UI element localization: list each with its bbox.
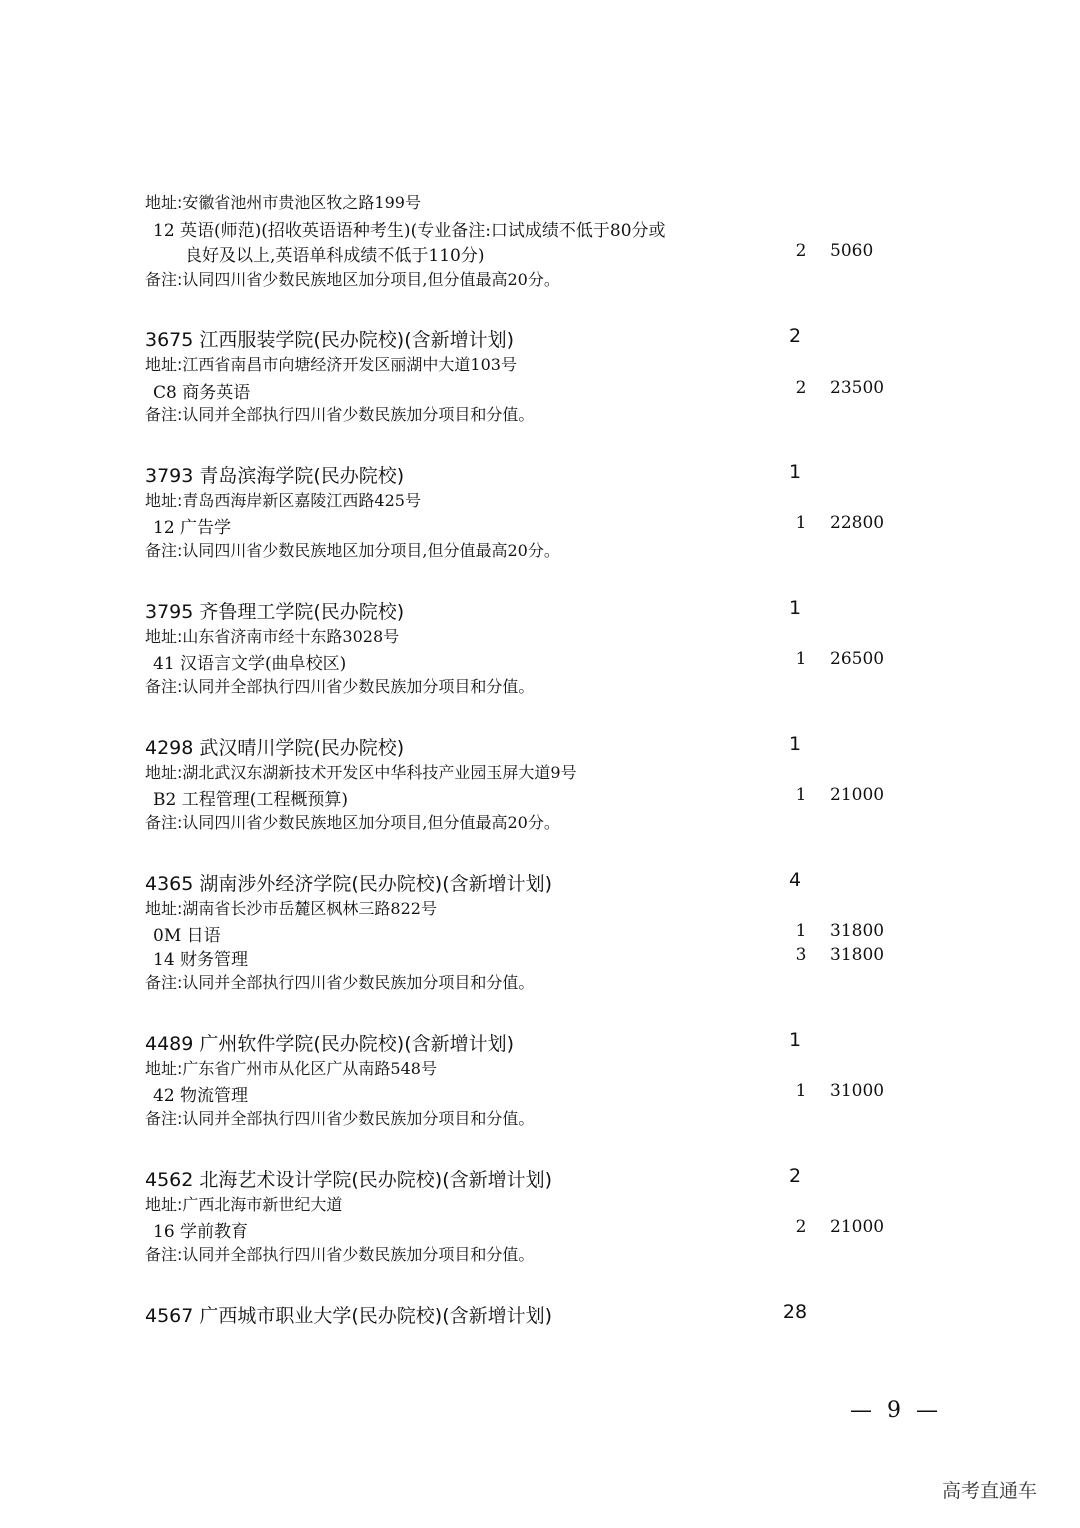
major-plan-count: 1	[795, 1081, 807, 1101]
note-text: 认同四川省少数民族地区加分项目,但分值最高20分。	[182, 541, 560, 560]
note-label: 备注:	[145, 677, 183, 696]
major-tuition: 31800	[830, 921, 885, 941]
address-label: 地址:	[145, 1195, 183, 1214]
note-text: 认同四川省少数民族地区加分项目,但分值最高20分。	[182, 813, 560, 832]
address-text: 广西北海市新世纪大道	[182, 1195, 343, 1214]
address-line	[145, 1056, 437, 1079]
note-label: 备注:	[145, 1109, 183, 1128]
address-line	[145, 488, 421, 511]
major-name-continued: 良好及以上,英语单科成绩不低于110分)	[185, 246, 485, 266]
school-total-plan: 28	[782, 1301, 808, 1323]
major-name: 0M 日语	[153, 926, 221, 946]
address-label: 地址:	[145, 491, 183, 510]
note-label: 备注:	[145, 541, 183, 560]
school-total-plan: 1	[788, 597, 802, 619]
note-line	[145, 970, 534, 993]
major-plan-count: 1	[795, 649, 807, 669]
major-tuition: 23500	[830, 378, 885, 398]
major-plan-count: 1	[795, 921, 807, 941]
note-text: 认同并全部执行四川省少数民族加分项目和分值。	[182, 1245, 535, 1264]
school-total-plan: 2	[788, 325, 802, 347]
note-line	[145, 267, 560, 290]
page-number: — 9 —	[850, 1398, 942, 1423]
note-text: 认同并全部执行四川省少数民族加分项目和分值。	[182, 677, 535, 696]
address-line	[145, 352, 517, 375]
major-tuition: 31000	[830, 1081, 885, 1101]
address-text: 湖南省长沙市岳麓区枫林三路822号	[182, 899, 437, 918]
school-header: 3675 江西服装学院(民办院校)(含新增计划)	[145, 329, 515, 351]
major-tuition: 5060	[830, 241, 874, 261]
major-tuition: 21000	[830, 1217, 885, 1237]
address-line	[145, 896, 437, 919]
major-name: 12 英语(师范)(招收英语语种考生)(专业备注:口试成绩不低于80分或	[153, 221, 666, 241]
note-label: 备注:	[145, 1245, 183, 1264]
address-text: 广东省广州市从化区广从南路548号	[182, 1059, 437, 1078]
major-name: 42 物流管理	[153, 1086, 249, 1106]
address-label: 地址:	[145, 193, 183, 212]
note-text: 认同并全部执行四川省少数民族加分项目和分值。	[182, 973, 535, 992]
note-label: 备注:	[145, 973, 183, 992]
school-header: 4567 广西城市职业大学(民办院校)(含新增计划)	[145, 1305, 553, 1327]
note-line	[145, 674, 534, 697]
major-plan-count: 2	[795, 378, 807, 398]
note-line	[145, 1242, 534, 1265]
major-tuition: 31800	[830, 945, 885, 965]
major-name: B2 工程管理(工程概预算)	[153, 790, 348, 810]
major-name: 12 广告学	[153, 518, 232, 538]
note-label: 备注:	[145, 813, 183, 832]
school-total-plan: 1	[788, 1029, 802, 1051]
major-plan-count: 3	[795, 945, 807, 965]
major-tuition: 26500	[830, 649, 885, 669]
address-label: 地址:	[145, 899, 183, 918]
note-text: 认同四川省少数民族地区加分项目,但分值最高20分。	[182, 270, 560, 289]
address-line	[145, 624, 399, 647]
address-label: 地址:	[145, 355, 183, 374]
address-label: 地址:	[145, 1059, 183, 1078]
school-total-plan: 1	[788, 733, 802, 755]
address-text: 安徽省池州市贵池区牧之路199号	[182, 193, 421, 212]
major-name: 14 财务管理	[153, 950, 249, 970]
major-plan-count: 2	[795, 1217, 807, 1237]
major-tuition: 21000	[830, 785, 885, 805]
watermark-text: 高考直通车	[942, 1480, 1038, 1502]
address-label: 地址:	[145, 763, 183, 782]
note-label: 备注:	[145, 405, 183, 424]
address-text: 青岛西海岸新区嘉陵江西路425号	[182, 491, 421, 510]
school-header: 4489 广州软件学院(民办院校)(含新增计划)	[145, 1033, 515, 1055]
note-line	[145, 538, 560, 561]
address-line	[145, 1192, 342, 1215]
address-text: 山东省济南市经十东路3028号	[182, 627, 400, 646]
note-line	[145, 1106, 534, 1129]
note-text: 认同并全部执行四川省少数民族加分项目和分值。	[182, 405, 535, 424]
major-name: 41 汉语言文学(曲阜校区)	[153, 654, 347, 674]
school-total-plan: 1	[788, 461, 802, 483]
major-tuition: 22800	[830, 513, 885, 533]
note-text: 认同并全部执行四川省少数民族加分项目和分值。	[182, 1109, 535, 1128]
school-header: 3795 齐鲁理工学院(民办院校)	[145, 601, 405, 623]
major-name: C8 商务英语	[153, 383, 251, 403]
address-line	[145, 190, 421, 213]
note-label: 备注:	[145, 270, 183, 289]
note-line	[145, 402, 534, 425]
address-line	[145, 760, 577, 783]
school-total-plan: 4	[788, 869, 802, 891]
school-header: 3793 青岛滨海学院(民办院校)	[145, 465, 405, 487]
major-name: 16 学前教育	[153, 1222, 249, 1242]
address-label: 地址:	[145, 627, 183, 646]
major-plan-count: 1	[795, 785, 807, 805]
note-line	[145, 810, 560, 833]
address-text: 江西省南昌市向塘经济开发区丽湖中大道103号	[182, 355, 517, 374]
major-plan-count: 2	[795, 241, 807, 261]
school-total-plan: 2	[788, 1165, 802, 1187]
address-text: 湖北武汉东湖新技术开发区中华科技产业园玉屏大道9号	[182, 763, 577, 782]
major-plan-count: 1	[795, 513, 807, 533]
school-header: 4298 武汉晴川学院(民办院校)	[145, 737, 405, 759]
school-header: 4562 北海艺术设计学院(民办院校)(含新增计划)	[145, 1169, 553, 1191]
school-header: 4365 湖南涉外经济学院(民办院校)(含新增计划)	[145, 873, 553, 895]
